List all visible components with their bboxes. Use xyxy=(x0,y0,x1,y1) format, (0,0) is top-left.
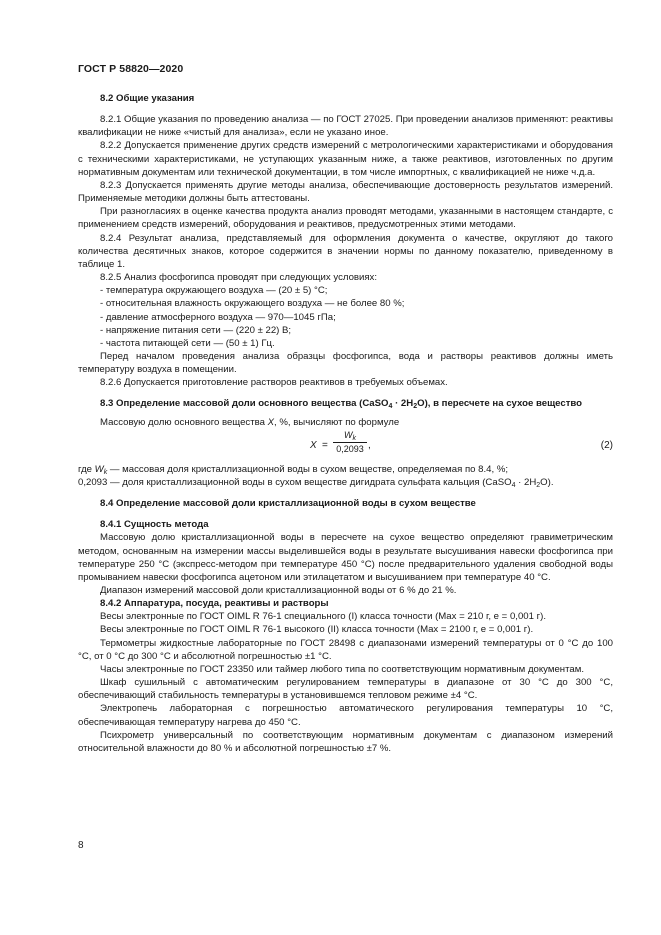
formula-2: X = $\frac{W_k}{0,2093}$ , (2) xyxy=(310,429,613,454)
paragraph-method-essence: Массовую долю кристаллизационной воды в пересчете на сухое вещество определяют гравиметрическим методом, основанным на измерении массы выделившейся воды в результате высушивания навески фосфогипса при температуре 250 °С (экспресс-методом при температуре 450 °С) после предварительного удаления свободной воды промыванием навески фосфогипса ацетоном или этилацетатом и высушиванием при температуре 40 °С. xyxy=(78,532,613,583)
list-item: - напряжение питания сети — (220 ± 22) В; xyxy=(100,324,292,336)
document-body xyxy=(78,92,613,755)
list-item: - температура окружающего воздуха — (20 ± 5) °С; xyxy=(100,285,328,297)
paragraph-drying-cabinet: Шкаф сушильный с автоматическим регулированием температуры в диапазоне от 30 °С до 300 °С, обеспечивающий стабильность температуры в установившемся тепловом режиме ±4 °С. xyxy=(78,677,613,702)
page-number: 8 xyxy=(78,840,84,851)
formula-equals: = xyxy=(322,439,328,451)
section-heading-8-3: 8.3 Определение массовой доли основного вещества (CaSO$_4$ · $2H_2O$), в пересчете на сухое вещество xyxy=(100,398,583,411)
formula-legend-wk: где $W_k$ — массовая доля кристаллизационной воды в сухом веществе, определяемая по 8.4, %; xyxy=(78,463,509,476)
paragraph-8-2-2: 8.2.2 Допускается применение других средств измерений с метрологическими характеристиками и оборудования с техническими характеристиками, не уступающих указанным ниже, а также реактивов, изготовленных по другим нормативным документам или технической документации, в том числе импортных, с квалификацией не ниже ч.д.а. xyxy=(78,140,613,178)
section-heading-8-4: 8.4 Определение массовой доли кристаллизационной воды в сухом веществе xyxy=(100,498,476,510)
paragraph-furnace: Электропечь лабораторная с погрешностью автоматического регулирования температуры 10 °С, обеспечивающая температуру нагрева до 450 °С. xyxy=(78,703,613,728)
formula-denominator: 0,2093 xyxy=(336,443,364,454)
section-heading-8-2: 8.2 Общие указания xyxy=(100,93,195,104)
formula-number: (2) xyxy=(600,439,613,451)
list-item: - давление атмосферного воздуха — 970—1045 гПа; xyxy=(100,311,336,323)
paragraph-sample-temperature: Перед началом проведения анализа образцы фосфогипса, вода и растворы реактивов должны иметь температуру воздуха в помещении. xyxy=(78,350,613,376)
paragraph-disputes: При разногласиях в оценке качества продукта анализ проводят методами, указанными в настоящем стандарте, с применением средств измерений, оборудования и реактивов, предусмотренных этими методами. xyxy=(78,206,613,231)
formula-numerator: $W_k$ xyxy=(333,430,367,443)
formula-intro: Массовую долю основного вещества X, %, вычисляют по формуле xyxy=(100,416,400,428)
paragraph-8-2-6: 8.2.6 Допускается приготовление растворов реактивов в требуемых объемах. xyxy=(100,377,448,389)
paragraph-thermometers: Термометры жидкостные лабораторные по ГОСТ 28498 с диапазонами измерений температуры от 0 °С до 100 °С, от 0 °С до 300 °С и абсолютной погрешностью ±1 °С. xyxy=(78,637,613,662)
list-item: - частота питающей сети — (50 ± 1) Гц. xyxy=(100,337,275,349)
paragraph-8-2-1: 8.2.1 Общие указания по проведению анализа — по ГОСТ 27025. При проведении анализов применяют: реактивы квалификации не ниже «чистый для анализа», если не указано иное. xyxy=(78,114,613,139)
formula-lhs: X xyxy=(310,439,317,451)
formula-legend-constant: 0,2093 — доля кристаллизационной воды в сухом веществе дигидрата сульфата кальция (CaSO$_4$ · $2H_2O$). xyxy=(78,476,554,489)
paragraph-clock: Часы электронные по ГОСТ 23350 или таймер любого типа по соответствующим нормативным документам. xyxy=(100,663,584,675)
paragraph-8-2-4: 8.2.4 Результат анализа, представляемый для оформления документа о качестве, округляют до такого количества десятичных знаков, которое содержится в значении нормы по данному показателю, приведенному в таблице 1. xyxy=(78,232,613,270)
subsection-heading-8-4-1: 8.4.1 Сущность метода xyxy=(100,519,209,531)
document-header: ГОСТ Р 58820—2020 xyxy=(78,63,184,75)
paragraph-scales-high: Весы электронные по ГОСТ OIML R 76-1 высокого (II) класса точности (Max = 2100 г, e = 0,001 г). xyxy=(100,624,534,636)
paragraph-scales-special: Весы электронные по ГОСТ OIML R 76-1 специального (I) класса точности (Max = 210 г, e = 0,001 г). xyxy=(100,611,546,623)
paragraph-psychrometer: Психрометр универсальный по соответствующим нормативным документам с диапазоном измерений относительной влажности до 80 % и абсолютной погрешностью ±7 %. xyxy=(78,729,613,754)
paragraph-8-2-3: 8.2.3 Допускается применять другие методы анализа, обеспечивающие достоверность результатов измерений. Применяемые методики должны быть аттестованы. xyxy=(78,179,613,205)
paragraph-measurement-range: Диапазон измерений массовой доли кристаллизационной воды от 6 % до 21 %. xyxy=(100,585,457,596)
subsection-heading-8-4-2: 8.4.2 Аппаратура, посуда, реактивы и растворы xyxy=(100,598,329,610)
formula-fraction xyxy=(333,430,367,455)
paragraph-8-2-5: 8.2.5 Анализ фосфогипса проводят при следующих условиях: xyxy=(100,272,378,284)
list-item: - относительная влажность окружающего воздуха — не более 80 %; xyxy=(100,298,405,310)
